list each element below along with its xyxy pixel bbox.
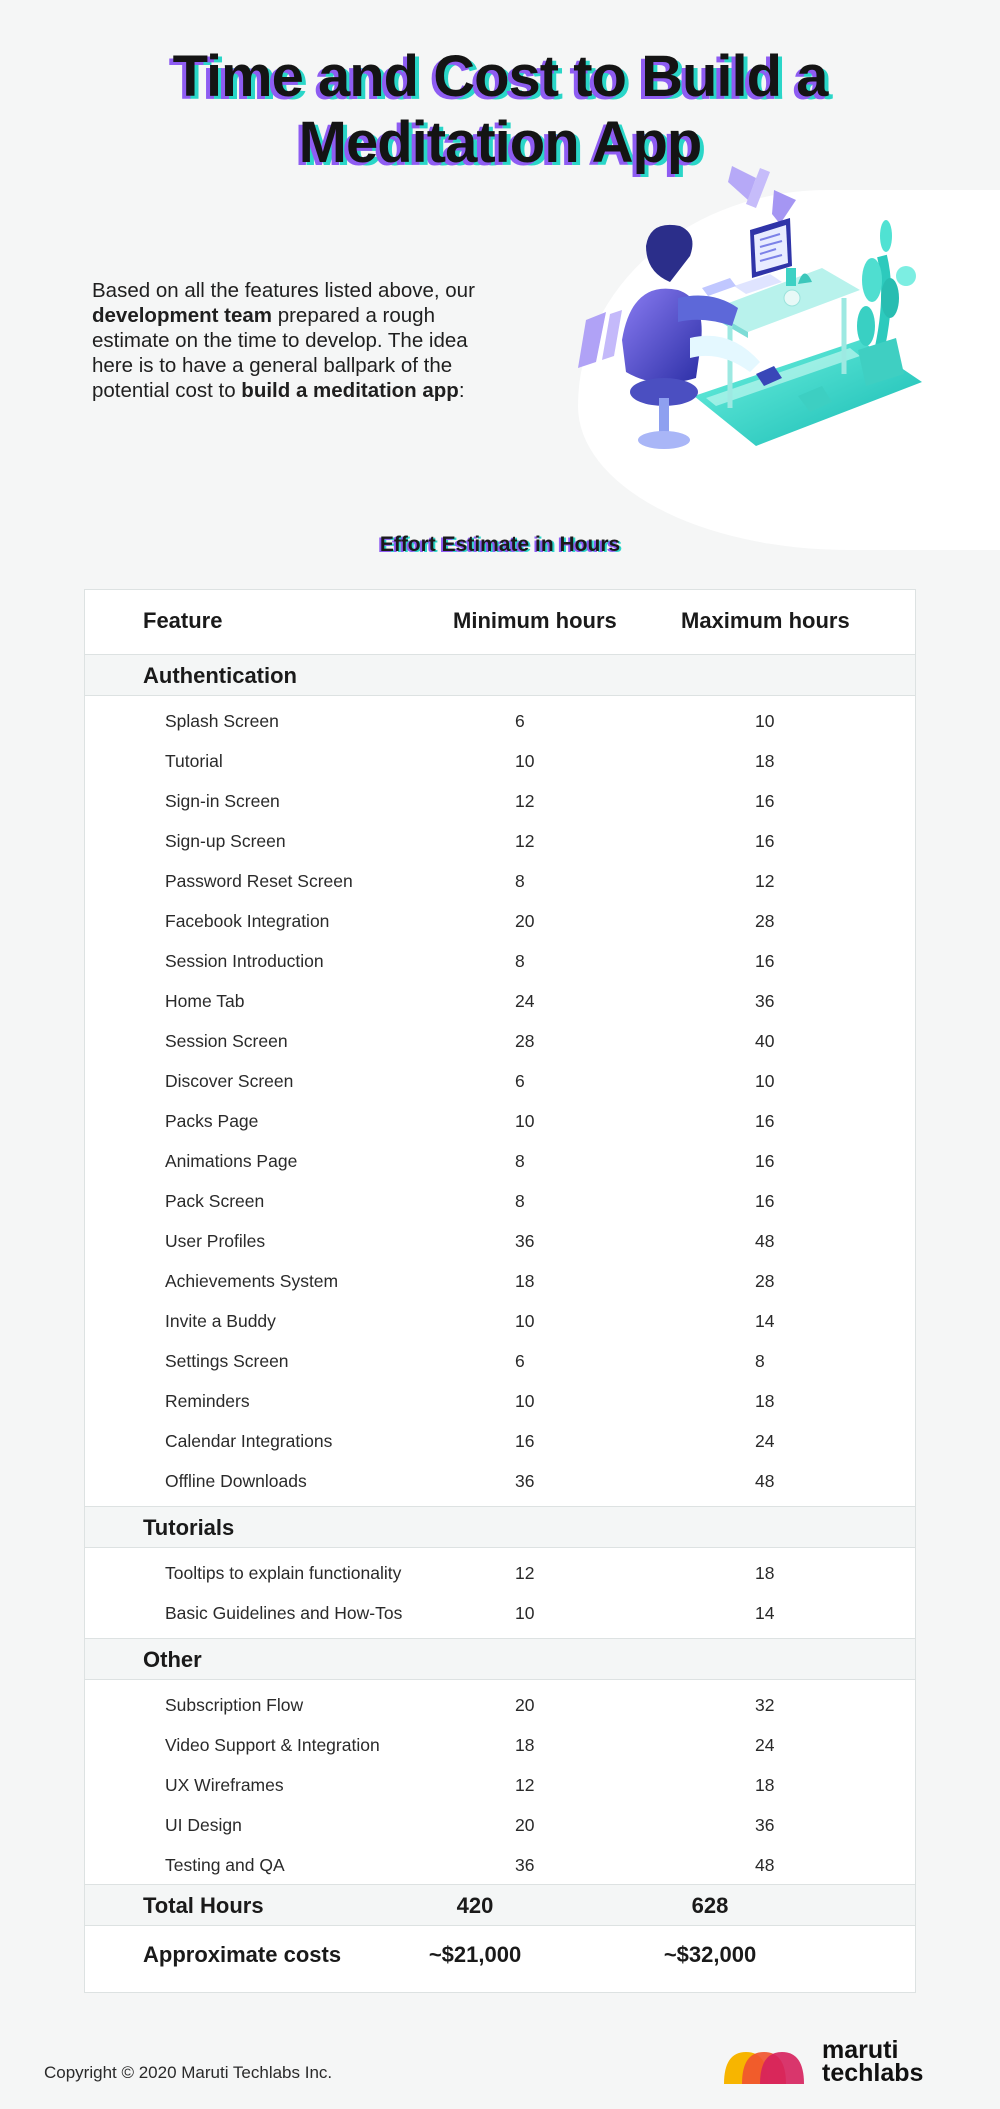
min-hours: 28 bbox=[515, 1031, 535, 1051]
page-title bbox=[0, 44, 1000, 176]
table-row bbox=[85, 1844, 915, 1884]
feature-name: Home Tab bbox=[165, 991, 245, 1011]
min-hours: 10 bbox=[515, 1603, 535, 1623]
intro-text-3: : bbox=[458, 379, 465, 402]
title-line-1: Time and Cost to Build a bbox=[172, 44, 828, 109]
header-feature: Feature bbox=[143, 608, 223, 633]
min-hours: 18 bbox=[515, 1735, 535, 1755]
section-title: Authentication bbox=[143, 663, 297, 688]
logo-wordmark bbox=[822, 2036, 924, 2087]
max-hours: 14 bbox=[755, 1311, 775, 1331]
max-hours: 48 bbox=[755, 1471, 775, 1491]
table-row bbox=[85, 780, 915, 820]
min-hours: 36 bbox=[515, 1231, 535, 1251]
max-hours: 16 bbox=[755, 791, 775, 811]
code-brackets-icon bbox=[728, 166, 796, 224]
effort-estimate-table bbox=[84, 589, 916, 1993]
min-hours: 10 bbox=[515, 751, 535, 771]
costs-label: Approximate costs bbox=[143, 1942, 342, 1967]
min-hours: 24 bbox=[515, 991, 535, 1011]
table-row bbox=[85, 1020, 915, 1060]
table-row bbox=[85, 1460, 915, 1500]
max-hours: 10 bbox=[755, 711, 775, 731]
min-hours: 6 bbox=[515, 1351, 525, 1371]
feature-name: Basic Guidelines and How-Tos bbox=[165, 1603, 403, 1623]
feature-name: Tutorial bbox=[165, 751, 223, 771]
min-hours: 18 bbox=[515, 1271, 535, 1291]
table-row bbox=[85, 1420, 915, 1460]
min-hours: 8 bbox=[515, 1191, 525, 1211]
costs-min: ~$21,000 bbox=[428, 1942, 522, 1967]
feature-name: User Profiles bbox=[165, 1231, 266, 1251]
min-hours: 12 bbox=[515, 1563, 535, 1583]
feature-name: Animations Page bbox=[165, 1151, 298, 1171]
feature-name: Discover Screen bbox=[165, 1071, 294, 1091]
developer-desk-illustration bbox=[560, 160, 940, 500]
feature-name: Splash Screen bbox=[165, 711, 279, 731]
max-hours: 32 bbox=[755, 1695, 775, 1715]
feature-name: Password Reset Screen bbox=[165, 871, 353, 891]
max-hours: 16 bbox=[755, 1151, 775, 1171]
section-row bbox=[85, 1638, 915, 1680]
feature-name: Calendar Integrations bbox=[165, 1431, 333, 1451]
table-row bbox=[85, 700, 915, 740]
feature-name: Pack Screen bbox=[165, 1191, 265, 1211]
costs-max: ~$32,000 bbox=[663, 1942, 757, 1967]
table-row bbox=[85, 820, 915, 860]
max-hours: 18 bbox=[755, 751, 775, 771]
feature-name: Subscription Flow bbox=[165, 1695, 304, 1715]
min-hours: 10 bbox=[515, 1391, 535, 1411]
max-hours: 48 bbox=[755, 1231, 775, 1251]
table-row bbox=[85, 860, 915, 900]
logo-line-2: techlabs bbox=[822, 2059, 924, 2087]
header-max-hours: Maximum hours bbox=[681, 608, 850, 633]
min-hours: 8 bbox=[515, 871, 525, 891]
min-hours: 20 bbox=[515, 1695, 535, 1715]
min-hours: 12 bbox=[515, 791, 535, 811]
table-row bbox=[85, 1220, 915, 1260]
intro-bold-2: build a meditation app bbox=[241, 379, 459, 402]
max-hours: 18 bbox=[755, 1563, 775, 1583]
copyright-text: Copyright © 2020 Maruti Techlabs Inc. bbox=[44, 2063, 333, 2082]
table-row bbox=[85, 1552, 915, 1592]
title-line-2: Meditation App bbox=[298, 110, 702, 175]
total-min: 420 bbox=[456, 1893, 494, 1918]
min-hours: 12 bbox=[515, 1775, 535, 1795]
feature-name: Achievements System bbox=[165, 1271, 339, 1291]
intro-text-1: Based on all the features listed above, our bbox=[92, 279, 475, 302]
max-hours: 48 bbox=[755, 1855, 775, 1875]
max-hours: 24 bbox=[755, 1431, 775, 1451]
intro-paragraph bbox=[92, 278, 492, 403]
min-hours: 10 bbox=[515, 1311, 535, 1331]
max-hours: 40 bbox=[755, 1031, 775, 1051]
table-row bbox=[85, 1724, 915, 1764]
feature-name: UX Wireframes bbox=[165, 1775, 284, 1795]
max-hours: 36 bbox=[755, 1815, 775, 1835]
max-hours: 24 bbox=[755, 1735, 775, 1755]
min-hours: 12 bbox=[515, 831, 535, 851]
table-row bbox=[85, 1300, 915, 1340]
max-hours: 36 bbox=[755, 991, 775, 1011]
feature-name: Sign-in Screen bbox=[165, 791, 280, 811]
feature-name: Reminders bbox=[165, 1391, 250, 1411]
table-row bbox=[85, 1180, 915, 1220]
feature-name: Sign-up Screen bbox=[165, 831, 286, 851]
feature-name: UI Design bbox=[165, 1815, 242, 1835]
max-hours: 14 bbox=[755, 1603, 775, 1623]
table-header-row bbox=[85, 590, 915, 654]
intro-bold-1: development team bbox=[92, 304, 272, 327]
table-row bbox=[85, 1684, 915, 1724]
total-max: 628 bbox=[691, 1893, 729, 1918]
min-hours: 36 bbox=[515, 1471, 535, 1491]
total-label: Total Hours bbox=[143, 1893, 264, 1918]
feature-name: Settings Screen bbox=[165, 1351, 289, 1371]
feature-name: Testing and QA bbox=[165, 1855, 285, 1875]
section-title: Other bbox=[143, 1647, 202, 1672]
feature-name: Session Screen bbox=[165, 1031, 288, 1051]
total-hours-row bbox=[85, 1884, 915, 1926]
min-hours: 6 bbox=[515, 1071, 525, 1091]
header-min-hours: Minimum hours bbox=[453, 608, 617, 633]
feature-name: Packs Page bbox=[165, 1111, 259, 1131]
feature-name: Session Introduction bbox=[165, 951, 324, 971]
table-row bbox=[85, 1060, 915, 1100]
min-hours: 20 bbox=[515, 911, 535, 931]
feature-name: Facebook Integration bbox=[165, 911, 330, 931]
table-row bbox=[85, 1592, 915, 1632]
max-hours: 28 bbox=[755, 911, 775, 931]
min-hours: 8 bbox=[515, 951, 525, 971]
feature-name: Video Support & Integration bbox=[165, 1735, 380, 1755]
table-row bbox=[85, 740, 915, 780]
min-hours: 20 bbox=[515, 1815, 535, 1835]
max-hours: 16 bbox=[755, 1191, 775, 1211]
min-hours: 8 bbox=[515, 1151, 525, 1171]
max-hours: 28 bbox=[755, 1271, 775, 1291]
table-row bbox=[85, 1804, 915, 1844]
table-row bbox=[85, 1260, 915, 1300]
max-hours: 12 bbox=[755, 871, 775, 891]
min-hours: 10 bbox=[515, 1111, 535, 1131]
table-row bbox=[85, 940, 915, 980]
logo-line-1: maruti bbox=[822, 2036, 899, 2064]
max-hours: 8 bbox=[755, 1351, 765, 1371]
table-row bbox=[85, 1100, 915, 1140]
table-row bbox=[85, 900, 915, 940]
max-hours: 18 bbox=[755, 1391, 775, 1411]
min-hours: 6 bbox=[515, 711, 525, 731]
section-row bbox=[85, 654, 915, 696]
section-row bbox=[85, 1506, 915, 1548]
max-hours: 18 bbox=[755, 1775, 775, 1795]
table-row bbox=[85, 1340, 915, 1380]
max-hours: 10 bbox=[755, 1071, 775, 1091]
table-row bbox=[85, 1380, 915, 1420]
feature-name: Offline Downloads bbox=[165, 1471, 307, 1491]
intro-text-2: prepared a rough estimate on the time to develop. The idea here is to have a general ballpark of the potential cost to bbox=[92, 304, 468, 402]
feature-name: Invite a Buddy bbox=[165, 1311, 276, 1331]
max-hours: 16 bbox=[755, 1111, 775, 1131]
max-hours: 16 bbox=[755, 951, 775, 971]
section-title: Tutorials bbox=[143, 1515, 235, 1540]
approximate-costs-row bbox=[85, 1926, 915, 1986]
table-row bbox=[85, 980, 915, 1020]
feature-name: Tooltips to explain functionality bbox=[165, 1563, 402, 1583]
table-row bbox=[85, 1764, 915, 1804]
table-row bbox=[85, 1140, 915, 1180]
min-hours: 16 bbox=[515, 1431, 535, 1451]
table-subtitle: Effort Estimate in Hours bbox=[379, 533, 621, 556]
min-hours: 36 bbox=[515, 1855, 535, 1875]
max-hours: 16 bbox=[755, 831, 775, 851]
